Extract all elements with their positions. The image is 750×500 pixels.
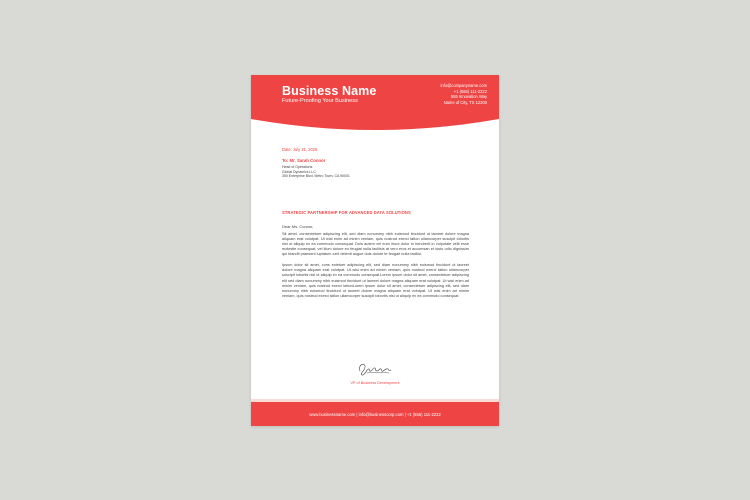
business-name: Business Name: [282, 84, 377, 98]
letter-paragraph-1: Sit amet, consectetuer adipiscing elit, sed diam nonummy nibh euismod tincidunt ut laoreet dolore magna aliquam erat volutpat. Ut wisi enim ad minim veniam, quis nostrud exerci tation ullamcorper suscipit lobortis nisl ut aliquip ex ea commodo consequat. Duis autem vel eum iriure dolor in hendrerit in vulputate velit esse molestie consequat, vel illum dolore eu feugiat nulla facilisis at vero eros et accumsan et iusto odio dignissim qui blandit praesent luptatum zzril delenit augue duis dolore te feugait nulla facilisi.: [282, 231, 469, 257]
recipient-company: Global Dynamics LLC: [282, 169, 316, 174]
letter-subject: STRATEGIC PARTNERSHIP FOR ADVANCED DATA SOLUTIONS: [282, 209, 411, 215]
recipient-address: [282, 165, 469, 179]
contact-street: 555 Innovation Way: [450, 94, 487, 99]
contact-email: info@companyname.com: [440, 83, 487, 88]
letter-paragraph-2: Ipsum dolor sit amet, cons ectetuer adipiscing elit, sed diam nonummy nibh euismod tincidunt ut laoreet dolore magna aliquam erat volutpat. Ut wisi enim ad minim veniam, quis nostrud exerci tation ullamcorper suscipit lobortis nisl ut aliquip ex ea commodo consequat.Lorem ipsum dolor sit amet, consectetuer adipiscing elit sed diam nonummy nibh euismod tincidunt ut laoreet dolore magna aliquam erat volutpat. Ut wisi enim ad minim veniam, quis nostrud exerci tationLorem ipsum dolor sit amet, consectetuer adipiscing elit, sed diam nonummy nibh euismod tincidunt ut laoreet dolore magna aliquam erat volutpat. Ut wisi enim ad minim veniam, quis nostrud exerci tation ullamcorper suscipit lobortis nisl ut aliquip ex ea commodo consequat.: [282, 263, 469, 298]
letter-date: Date: July 21, 2025: [282, 147, 318, 152]
letterhead-page: [251, 75, 499, 426]
letter-greeting: Dear Ms. Connor,: [282, 223, 314, 229]
footer-contact-text: www.businessname.com | info@businesscorp.com | +1 (555) 111-2222: [309, 412, 441, 417]
recipient-name: To: Mr. Sarah Connor: [282, 158, 326, 163]
header-contact-block: [441, 83, 487, 105]
contact-phone: +1 (555) 111-2222: [453, 88, 487, 94]
footer-band: [251, 402, 499, 426]
business-tagline: Future-Proofing Your Business: [282, 98, 358, 104]
recipient-title: Head of Operations: [282, 165, 313, 169]
handwritten-signature: [355, 359, 395, 377]
signer-role: VP of Business Development: [350, 381, 400, 385]
contact-city: Name of City, TX 12300: [443, 99, 487, 105]
letter-body: [282, 147, 469, 299]
recipient-street: 350 Enterprise Blvd, Metro Town, CA 90001: [282, 174, 350, 179]
